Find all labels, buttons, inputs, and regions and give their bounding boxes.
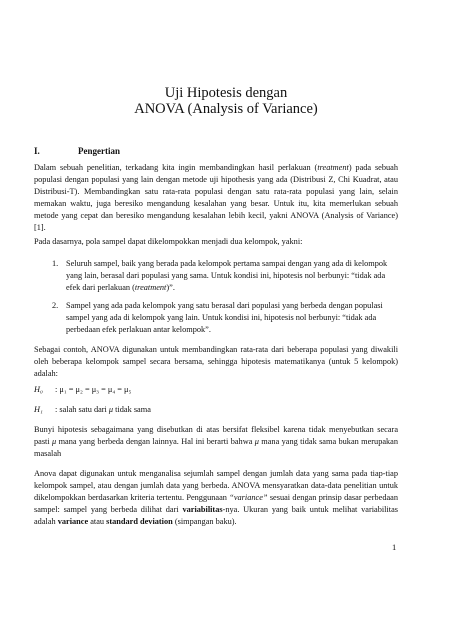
paragraph-text: Bunyi hipotesis sebagaimana yang disebutkan di atas bersifat fleksibel karena tidak menyebutkan secara pasti: [34, 425, 398, 446]
list-item-text: Sampel yang ada pada kelompok yang satu berasal dari populasi yang berbeda dengan populasi sampel yang ada di kelompok yang lain. Untuk kondisi ini, hipotesis nol berbunyi: “tidak ada perbedaan efek perlakuan antar kelompok”.: [66, 301, 383, 334]
hypothesis-text: : salah satu dari: [55, 405, 109, 414]
paragraph-text: atau: [88, 517, 107, 526]
paragraph-text: mana yang tidak sama bukan merupakan masalah: [34, 437, 398, 458]
paragraph-text: sesuai dengan prinsip dasar perbedaan sampel: sampel yang berbeda dilihat dari: [34, 493, 398, 514]
list-number: 1.: [52, 259, 59, 268]
paragraph-text: (simpangan baku).: [172, 517, 237, 526]
section-heading: [34, 146, 120, 156]
section-title: Pengertian: [78, 146, 120, 156]
list-number: 2.: [52, 301, 59, 310]
page-number: 1: [392, 542, 397, 552]
emphasis-text: “variance”: [229, 493, 268, 502]
document-title-line-1: Uji Hipotesis dengan: [164, 85, 288, 101]
mu-symbol: μ: [254, 437, 259, 446]
paragraph-anova-usage: [34, 468, 398, 528]
list-item: [52, 258, 398, 294]
list-item: [52, 300, 398, 336]
paragraph-contoh: Sebagai contoh, ANOVA digunakan untuk membandingkan rata-rata dari beberapa populasi yang diwakili oleh beberapa kelompok sampel secara bersama, sehingga hipotesis matematikanya (untuk 5 kelompok) adalah:: [34, 345, 398, 378]
hypothesis-text: : μ₁ = μ₂ = μ₃ = μ₄ = μ₅: [55, 385, 132, 394]
paragraph-text: Anova dapat digunakan untuk menganalisa sejumlah sampel dengan jumlah data yang sama pada tiap-tiap kelompok sampel, atau dengan jumlah data yang berbeda. ANOVA mensyaratkan data-data penelitian untuk dikelompokkan berdasarkan kriteria tertentu. Penggunaan: [34, 469, 398, 502]
hypothesis-label: H₁: [34, 405, 43, 414]
bold-text: variabilitas: [182, 505, 223, 514]
paragraph-text: ) pada sebuah populasi dengan populasi yang lain dengan metode uji hipothesis yang ada (Distribusi Z, Chi Kuadrat, atau Distribusi-T). Membandingkan satu rata-rata populasi dengan satu rata-rata populasi yang lain, selain memakan waktu, juga beresiko mengandung kesalahan yang besar. Untuk itu, kita memerlukan sebuah metode yang cepat dan beresiko mengandung kesalahan lebih kecil, yakni ANOVA (Analysis of Variance) [1].: [34, 163, 398, 232]
paragraph-pola-sampel: Pada dasarnya, pola sampel dapat dikelompokkan menjadi dua kelompok, yakni:: [34, 237, 303, 246]
paragraph-text: -nya. Ukuran yang baik untuk melihat variabilitas adalah: [34, 505, 398, 526]
mu-symbol: μ: [108, 405, 114, 414]
bold-text: standard deviation: [106, 517, 173, 526]
bold-text: variance: [57, 517, 89, 526]
document-title-line-2: ANOVA (Analysis of Variance): [134, 101, 318, 117]
emphasis-text: treatment: [134, 283, 167, 292]
hypothesis-h1: [34, 404, 151, 416]
list-text: Seluruh sampel, baik yang berada pada kelompok pertama sampai dengan yang ada di kelompok yang lain, berasal dari populasi yang sama. Untuk kondisi ini, hipotesis nol berbunyi: “tidak ada efek dari perlakuan (: [66, 259, 388, 292]
paragraph-text: Dalam sebuah penelitian, terkadang kita ingin membandingkan hasil perlakuan (: [34, 163, 318, 172]
hypothesis-label: H₀: [34, 385, 43, 394]
list-text: )”.: [166, 283, 175, 292]
hypothesis-h0: [34, 384, 131, 396]
hypothesis-text: tidak sama: [113, 405, 151, 414]
mu-symbol: μ: [52, 437, 57, 446]
paragraph-text: mana yang berbeda dengan lainnya. Hal ini berarti bahwa: [56, 437, 255, 446]
list-item-text: [52, 258, 398, 294]
paragraph-bunyi-hipotesis: [34, 424, 398, 460]
emphasis-text: treatment: [317, 163, 349, 172]
paragraph-intro: [34, 162, 398, 234]
section-number: I.: [34, 146, 40, 156]
